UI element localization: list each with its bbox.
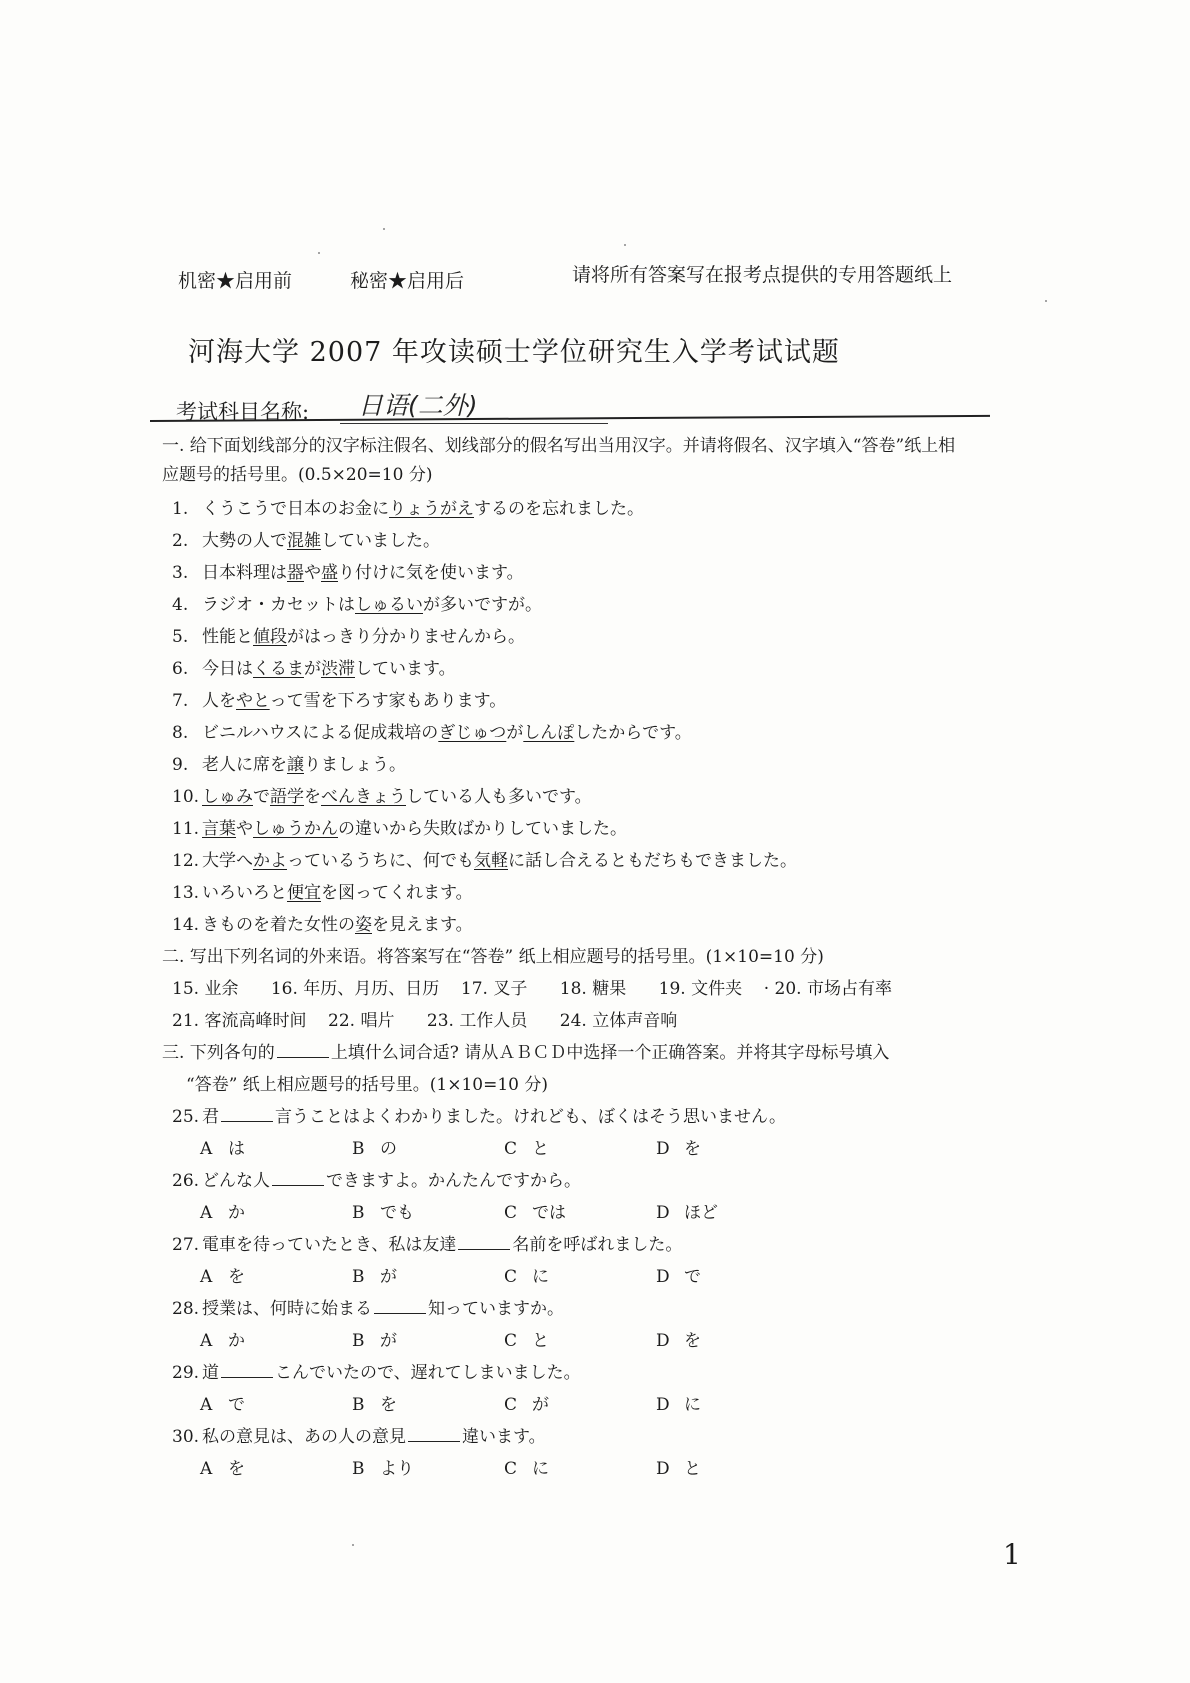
option-a (200, 1453, 352, 1485)
underlined-term: くるま (253, 659, 304, 679)
question-text: で (253, 787, 270, 807)
underlined-term: 器 (287, 563, 304, 583)
underlined-term: 便宜 (287, 883, 321, 903)
option-c (504, 1197, 656, 1229)
question-row (172, 781, 972, 813)
question-text: ビニルハウスによる促成栽培の (202, 723, 439, 743)
underlined-term: 混雑 (287, 531, 321, 551)
underlined-term: 姿 (355, 915, 372, 935)
answer-options (172, 1261, 972, 1293)
question-text: 私の意見は、あの人の意見 (202, 1427, 406, 1447)
question-text: 性能と (202, 627, 253, 647)
option-letter: D (656, 1459, 670, 1479)
question-row (172, 1421, 972, 1453)
option-b (352, 1261, 504, 1293)
option-b (352, 1389, 504, 1421)
question-text: 知っていますか。 (428, 1299, 564, 1319)
option-a (200, 1325, 352, 1357)
option-letter: C (504, 1459, 518, 1479)
question-row (172, 1293, 972, 1325)
option-text: ほど (684, 1203, 718, 1223)
option-letter: B (352, 1395, 365, 1415)
option-text: か (228, 1203, 245, 1223)
option-d (656, 1261, 808, 1293)
option-text: と (532, 1139, 549, 1159)
answer-blank (221, 1359, 273, 1378)
question-text: 電車を待っていたとき、私は友達 (202, 1235, 457, 1255)
question-text: が (304, 659, 321, 679)
option-d (656, 1197, 808, 1229)
question-text: の違いから失敗ばかりしていました。 (338, 819, 627, 839)
question-text: いろいろと (202, 883, 287, 903)
question-text: や (236, 819, 253, 839)
answer-blank (458, 1231, 510, 1250)
question-number: 10. (172, 787, 200, 807)
underlined-term: 語学 (270, 787, 304, 807)
underlined-term: ぎじゅつ (438, 723, 507, 743)
option-text: の (380, 1139, 397, 1159)
option-text: に (532, 1459, 549, 1479)
question-row (172, 525, 972, 557)
question-row (172, 749, 972, 781)
option-text: か (228, 1331, 245, 1351)
question-text: を図ってくれます。 (321, 883, 473, 903)
underlined-term: べんきょう (321, 787, 406, 807)
answer-blank (272, 1167, 324, 1186)
option-letter: B (352, 1203, 365, 1223)
question-row (172, 653, 972, 685)
answer-options (172, 1197, 972, 1229)
subject-label: 考试科目名称: (176, 400, 310, 424)
underlined-term: りょうがえ (389, 499, 474, 519)
question-text: って雪を下ろす家もあります。 (269, 691, 507, 711)
question-text: っているうちに、何でも (287, 851, 474, 871)
section-1-questions (172, 493, 972, 941)
question-text: が (506, 723, 524, 743)
section-2-heading: 二. 写出下列名词的外来语。将答案写在“答卷” 纸上相应题号的括号里。(1×10=10 分) (162, 947, 824, 967)
question-row (172, 589, 972, 621)
underlined-term: しんぽ (523, 723, 575, 743)
question-text: がはっきり分かりませんから。 (287, 627, 525, 647)
option-d (656, 1325, 808, 1357)
question-text: り付けに気を使います。 (338, 563, 524, 583)
section-3-questions (172, 1101, 972, 1485)
question-number: 5. (172, 627, 189, 647)
question-text: が多いですが。 (423, 595, 542, 615)
option-b (352, 1453, 504, 1485)
subject-value-handwritten: 日语(二外) (340, 386, 608, 424)
question-text: こんでいたので、遅れてしまいました。 (275, 1363, 581, 1383)
scan-speck (352, 1544, 354, 1546)
answer-blank (374, 1295, 426, 1314)
scan-speck (318, 252, 320, 254)
option-letter: A (200, 1203, 213, 1223)
underlined-term: 渋滞 (321, 659, 355, 679)
option-letter: A (200, 1267, 213, 1287)
option-text: を (684, 1331, 701, 1351)
answer-options (172, 1453, 972, 1485)
question-text: りましょう。 (304, 755, 406, 775)
question-row (172, 621, 972, 653)
option-c (504, 1453, 656, 1485)
option-letter: A (200, 1395, 213, 1415)
option-a (200, 1389, 352, 1421)
question-text: くうこうで日本のお金に (202, 499, 389, 519)
question-number: 29. (172, 1363, 200, 1383)
question-row (172, 1165, 972, 1197)
question-text: 授業は、何時に始まる (202, 1299, 372, 1319)
question-number: 27. (172, 1235, 200, 1255)
answer-blank (221, 1103, 273, 1122)
question-number: 11. (172, 819, 200, 839)
option-text: が (532, 1395, 549, 1415)
option-text: と (532, 1331, 549, 1351)
question-row (172, 557, 972, 589)
question-row (172, 717, 972, 749)
question-text: するのを忘れました。 (474, 499, 644, 519)
question-row (172, 877, 972, 909)
option-text: に (684, 1395, 701, 1415)
question-text: や (304, 563, 321, 583)
option-c (504, 1325, 656, 1357)
option-letter: C (504, 1331, 518, 1351)
option-text: が (380, 1267, 397, 1287)
question-number: 1. (172, 499, 189, 519)
option-c (504, 1133, 656, 1165)
question-number: 26. (172, 1171, 200, 1191)
question-text: していました。 (321, 531, 440, 551)
underlined-term: やと (236, 691, 270, 711)
underlined-term: しゅうかん (253, 819, 338, 839)
question-text: したからです。 (574, 723, 692, 743)
section-3-heading-pre: 三. 下列各句的 (162, 1043, 275, 1063)
option-letter: B (352, 1331, 365, 1351)
question-text: 違います。 (462, 1427, 546, 1447)
underlined-term: かよ (253, 851, 287, 871)
question-text: を見えます。 (372, 915, 473, 935)
question-text: 日本料理は (202, 563, 287, 583)
option-text: と (684, 1459, 701, 1479)
section-3-heading (162, 1037, 972, 1069)
option-text: が (380, 1331, 397, 1351)
option-letter: C (504, 1267, 518, 1287)
question-row (172, 909, 972, 941)
option-letter: A (200, 1139, 213, 1159)
option-letter: D (656, 1139, 670, 1159)
question-row (172, 1357, 972, 1389)
underlined-term: 言葉 (202, 819, 236, 839)
exam-content (162, 432, 972, 1485)
scan-speck (1045, 300, 1047, 302)
option-b (352, 1197, 504, 1229)
option-c (504, 1389, 656, 1421)
option-letter: D (656, 1203, 670, 1223)
underlined-term: しゅるい (355, 595, 423, 615)
question-text: 道 (202, 1363, 219, 1383)
option-letter: C (504, 1203, 518, 1223)
option-text: を (684, 1139, 701, 1159)
option-c (504, 1261, 656, 1293)
question-row (172, 493, 972, 525)
option-text: に (532, 1267, 549, 1287)
section-3-heading-post: 上填什么词合适? 请从ＡＢＣＤ中选择一个正确答案。并将其字母标号填入 (330, 1043, 890, 1063)
question-number: 3. (172, 563, 189, 583)
option-text: を (380, 1395, 397, 1415)
answer-options (172, 1133, 972, 1165)
question-text: 大勢の人で (202, 531, 287, 551)
question-number: 25. (172, 1107, 200, 1127)
question-number: 14. (172, 915, 200, 935)
option-b (352, 1325, 504, 1357)
question-text: できますよ。かんたんですから。 (326, 1171, 581, 1191)
question-text: 言うことはよくわかりました。けれども、ぼくはそう思いません。 (275, 1107, 787, 1127)
question-text: 君 (202, 1107, 219, 1127)
option-d (656, 1453, 808, 1485)
page-number: 1 (1003, 1538, 1021, 1571)
option-text: を (228, 1267, 245, 1287)
question-number: 28. (172, 1299, 200, 1319)
question-text: している人も多いです。 (406, 787, 592, 807)
question-text: 老人に席を (202, 755, 287, 775)
underlined-term: 気軽 (474, 851, 508, 871)
option-text: では (532, 1203, 566, 1223)
answer-options (172, 1325, 972, 1357)
question-number: 9. (172, 755, 189, 775)
question-row (172, 1229, 972, 1261)
question-row (172, 685, 972, 717)
question-number: 4. (172, 595, 189, 615)
option-a (200, 1133, 352, 1165)
question-text: 今日は (202, 659, 253, 679)
underlined-term: 値段 (253, 627, 287, 647)
question-row (172, 813, 972, 845)
option-b (352, 1133, 504, 1165)
confidential-after: 秘密★启用后 (350, 270, 465, 292)
option-letter: D (656, 1267, 670, 1287)
section-3-heading-line2: “答卷” 纸上相应题号的括号里。(1×10=10 分) (186, 1075, 549, 1095)
underlined-term: 譲 (287, 755, 304, 775)
option-text: を (228, 1459, 245, 1479)
answer-blank (408, 1423, 460, 1442)
question-text: 大学へ (202, 851, 253, 871)
question-text: どんな人 (202, 1171, 270, 1191)
answer-options (172, 1389, 972, 1421)
option-letter: D (656, 1395, 670, 1415)
option-letter: B (352, 1267, 365, 1287)
section-2-items-row-2: 21. 客流高峰时间 22. 唱片 23. 工作人员 24. 立体声音响 (172, 1011, 678, 1031)
question-number: 13. (172, 883, 200, 903)
option-d (656, 1389, 808, 1421)
question-text: 名前を呼ばれました。 (512, 1235, 683, 1255)
option-text: で (228, 1395, 245, 1415)
question-number: 7. (172, 691, 189, 711)
option-letter: D (656, 1331, 670, 1351)
scan-speck (383, 228, 385, 230)
option-text: より (380, 1459, 414, 1479)
section-1-heading: 一. 给下面划线部分的汉字标注假名、划线部分的假名写出当用汉字。并请将假名、汉字填入“答卷”纸上相应题号的括号里。(0.5×20=10 分) (162, 436, 956, 485)
option-letter: B (352, 1139, 365, 1159)
confidential-before: 机密★启用前 (178, 270, 293, 292)
option-text: でも (380, 1203, 414, 1223)
question-text: しています。 (355, 659, 456, 679)
option-letter: A (200, 1331, 213, 1351)
question-text: きものを着た女性の (202, 915, 355, 935)
question-row (172, 845, 972, 877)
option-a (200, 1261, 352, 1293)
question-number: 8. (172, 723, 189, 743)
answer-sheet-instruction: 请将所有答案写在报考点提供的专用答题纸上 (572, 264, 953, 286)
question-text: に話し合えるともだちもできました。 (508, 851, 797, 871)
heading-blank (277, 1039, 329, 1058)
exam-title: 河海大学 2007 年攻读硕士学位研究生入学考试试题 (188, 337, 840, 368)
question-text: 人を (202, 691, 236, 711)
option-letter: C (504, 1395, 518, 1415)
option-letter: A (200, 1459, 213, 1479)
section-2-items-row-1: 15. 业余 16. 年历、月历、日历 17. 叉子 18. 糖果 19. 文件夹 · 20. 市场占有率 (172, 979, 892, 999)
question-text: を (304, 787, 321, 807)
underlined-term: 盛 (321, 563, 338, 583)
option-text: は (228, 1139, 245, 1159)
question-number: 2. (172, 531, 189, 551)
option-letter: B (352, 1459, 365, 1479)
question-number: 12. (172, 851, 200, 871)
option-letter: C (504, 1139, 518, 1159)
option-a (200, 1197, 352, 1229)
option-text: で (684, 1267, 701, 1287)
question-number: 6. (172, 659, 189, 679)
option-d (656, 1133, 808, 1165)
underlined-term: しゅみ (202, 787, 253, 807)
question-row (172, 1101, 972, 1133)
question-number: 30. (172, 1427, 200, 1447)
scan-speck (624, 244, 626, 246)
question-text: ラジオ・カセットは (202, 595, 355, 615)
